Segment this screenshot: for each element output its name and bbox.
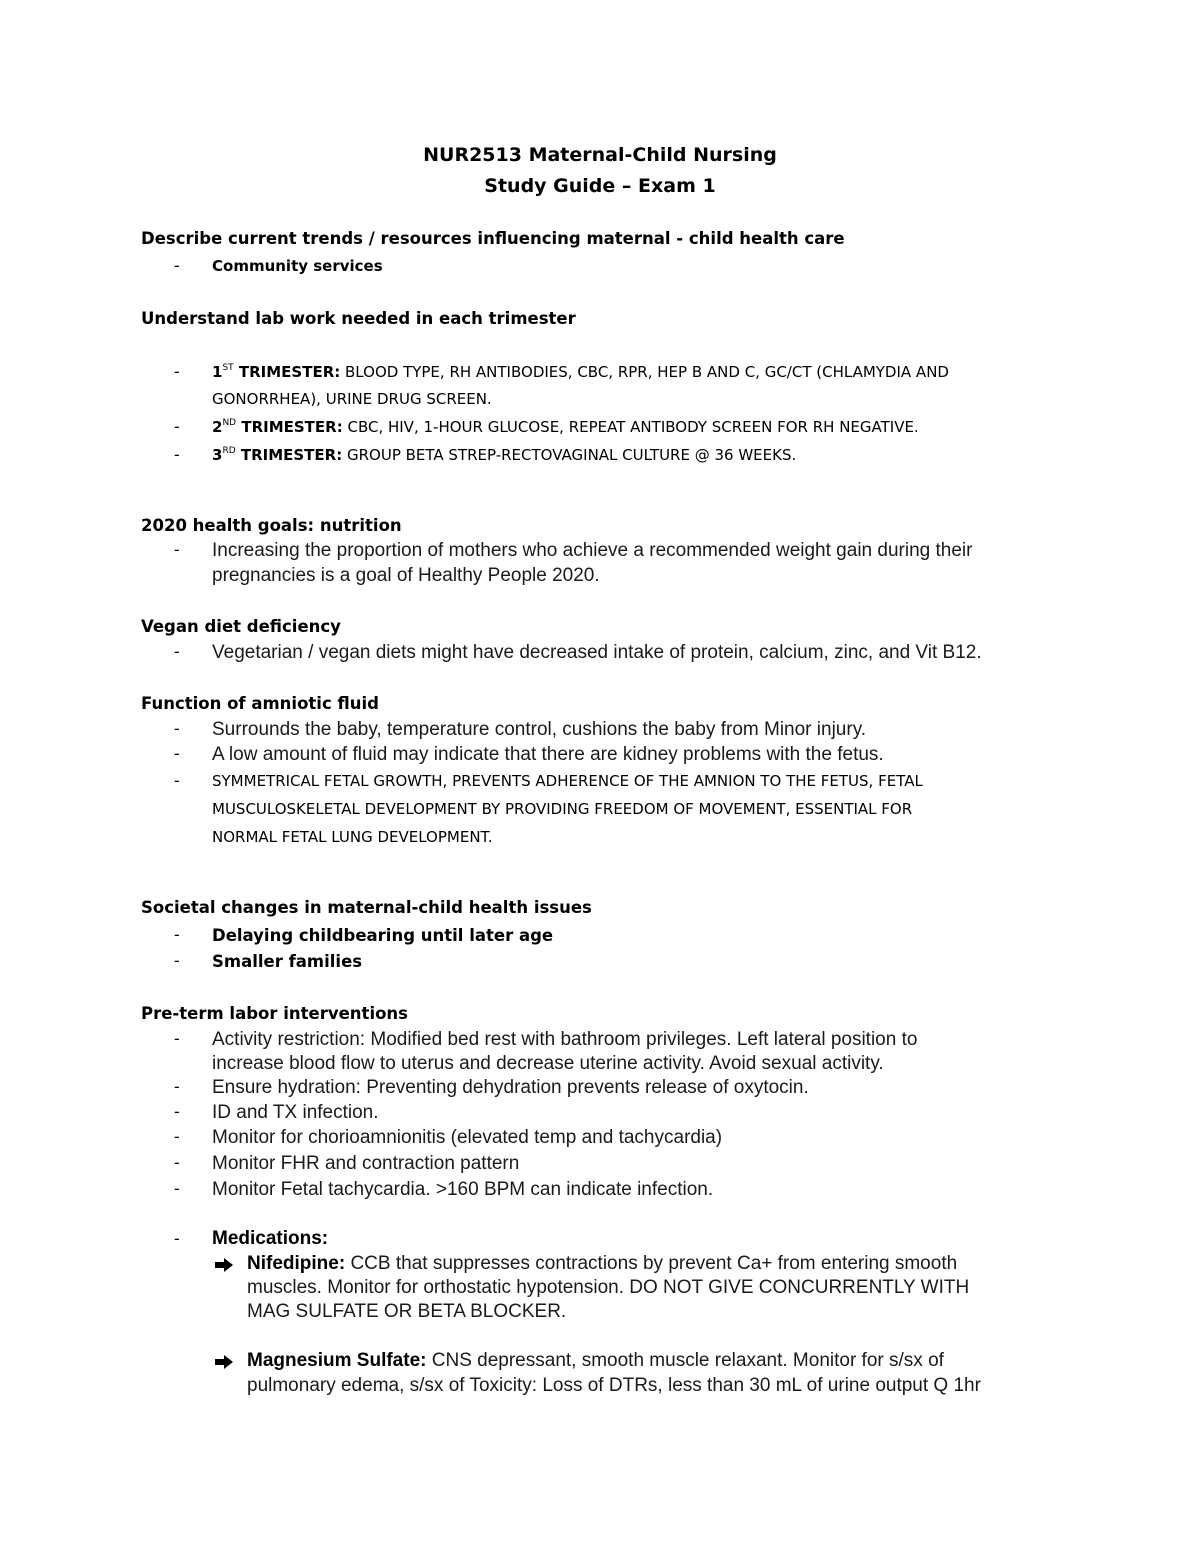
arrow-right-icon <box>214 1354 234 1370</box>
trimester-number: 2 <box>212 418 223 436</box>
list-item-trimester-2 <box>212 418 919 436</box>
trimester-text: BLOOD TYPE, RH ANTIBODIES, CBC, RPR, HEP B AND C, GC/CT (CHLAMYDIA AND <box>340 363 949 381</box>
trimester-label: TRIMESTER: <box>236 418 343 436</box>
medication-continuation: pulmonary edema, s/sx of Toxicity: Loss of DTRs, less than 30 mL of urine output Q 1hr <box>247 1375 981 1396</box>
section-heading-amniotic: Function of amniotic fluid <box>141 694 379 713</box>
section-heading-vegan: Vegan diet deficiency <box>141 617 341 636</box>
medications-heading: Medications: <box>212 1228 329 1249</box>
bullet-dash: - <box>174 362 180 381</box>
bullet-dash: - <box>174 951 180 970</box>
list-item: Increasing the proportion of mothers who achieve a recommended weight gain during their <box>212 540 973 561</box>
bullet-dash: - <box>174 1179 180 1198</box>
list-item: Monitor FHR and contraction pattern <box>212 1153 520 1174</box>
medication-continuation: MAG SULFATE OR BETA BLOCKER. <box>247 1301 567 1322</box>
trimester-ordinal: ST <box>222 363 234 373</box>
bullet-dash: - <box>174 417 180 436</box>
trimester-ordinal: RD <box>222 446 236 456</box>
medication-magnesium-sulfate <box>247 1350 944 1372</box>
list-item-continuation: NORMAL FETAL LUNG DEVELOPMENT. <box>212 828 493 846</box>
bullet-dash: - <box>174 540 180 559</box>
medication-name: Nifedipine: <box>247 1253 346 1274</box>
bullet-dash: - <box>174 1029 180 1048</box>
bullet-dash: - <box>174 744 180 763</box>
list-item: Monitor Fetal tachycardia. >160 BPM can indicate infection. <box>212 1179 714 1200</box>
trimester-number: 1 <box>212 363 223 381</box>
list-item: ID and TX infection. <box>212 1102 379 1123</box>
trimester-text: CBC, HIV, 1-HOUR GLUCOSE, REPEAT ANTIBODY SCREEN FOR RH NEGATIVE. <box>342 418 919 436</box>
trimester-label: TRIMESTER: <box>235 446 343 464</box>
bullet-dash: - <box>174 1077 180 1096</box>
arrow-right-icon <box>214 1257 234 1273</box>
list-item-trimester-1 <box>212 363 949 381</box>
bullet-dash: - <box>174 925 180 944</box>
bullet-dash: - <box>174 1127 180 1146</box>
trimester-text: GROUP BETA STREP-RECTOVAGINAL CULTURE @ 36 WEEKS. <box>342 446 797 464</box>
bullet-dash: - <box>174 1229 180 1248</box>
list-item: Vegetarian / vegan diets might have decreased intake of protein, calcium, zinc, and Vit B12. <box>212 642 982 663</box>
bullet-dash: - <box>174 256 180 275</box>
section-heading-trends: Describe current trends / resources influencing maternal - child health care <box>141 229 845 248</box>
section-heading-societal: Societal changes in maternal-child health issues <box>141 898 592 917</box>
list-item-continuation: increase blood flow to uterus and decrease uterine activity. Avoid sexual activity. <box>212 1053 884 1074</box>
list-item: Activity restriction: Modified bed rest with bathroom privileges. Left lateral position to <box>212 1029 918 1050</box>
trimester-label: TRIMESTER: <box>233 363 341 381</box>
bullet-dash: - <box>174 642 180 661</box>
medication-continuation: muscles. Monitor for orthostatic hypotension. DO NOT GIVE CONCURRENTLY WITH <box>247 1277 970 1298</box>
medication-name: Magnesium Sulfate: <box>247 1350 427 1371</box>
document-title: NUR2513 Maternal-Child Nursing <box>423 144 777 166</box>
list-item: Smaller families <box>212 952 363 971</box>
bullet-dash: - <box>174 1102 180 1121</box>
medication-nifedipine <box>247 1253 957 1275</box>
trimester-number: 3 <box>212 446 223 464</box>
bullet-dash: - <box>174 719 180 738</box>
medications-label <box>212 1228 328 1250</box>
bullet-dash: - <box>174 445 180 464</box>
medication-text: CNS depressant, smooth muscle relaxant. Monitor for s/sx of <box>426 1350 944 1371</box>
list-item: Surrounds the baby, temperature control, cushions the baby from Minor injury. <box>212 719 867 740</box>
section-heading-health-goals: 2020 health goals: nutrition <box>141 516 402 535</box>
section-heading-preterm: Pre-term labor interventions <box>141 1004 408 1023</box>
list-item: Community services <box>212 257 383 275</box>
list-item-trimester-3 <box>212 446 796 464</box>
document-subtitle: Study Guide – Exam 1 <box>484 175 716 197</box>
section-heading-labs: Understand lab work needed in each trimester <box>141 309 576 328</box>
list-item-continuation: MUSCULOSKELETAL DEVELOPMENT BY PROVIDING FREEDOM OF MOVEMENT, ESSENTIAL FOR <box>212 800 913 818</box>
list-item: SYMMETRICAL FETAL GROWTH, PREVENTS ADHERENCE OF THE AMNION TO THE FETUS, FETAL <box>212 772 923 790</box>
list-item-continuation: pregnancies is a goal of Healthy People 2020. <box>212 565 600 586</box>
medication-text: CCB that suppresses contractions by prevent Ca+ from entering smooth <box>345 1253 958 1274</box>
list-item: A low amount of fluid may indicate that there are kidney problems with the fetus. <box>212 744 884 765</box>
list-item: Delaying childbearing until later age <box>212 926 554 945</box>
bullet-dash: - <box>174 771 180 790</box>
list-item-continuation: GONORRHEA), URINE DRUG SCREEN. <box>212 390 492 408</box>
trimester-ordinal: ND <box>222 418 237 428</box>
bullet-dash: - <box>174 1153 180 1172</box>
list-item: Monitor for chorioamnionitis (elevated temp and tachycardia) <box>212 1127 723 1148</box>
list-item: Ensure hydration: Preventing dehydration prevents release of oxytocin. <box>212 1077 809 1098</box>
